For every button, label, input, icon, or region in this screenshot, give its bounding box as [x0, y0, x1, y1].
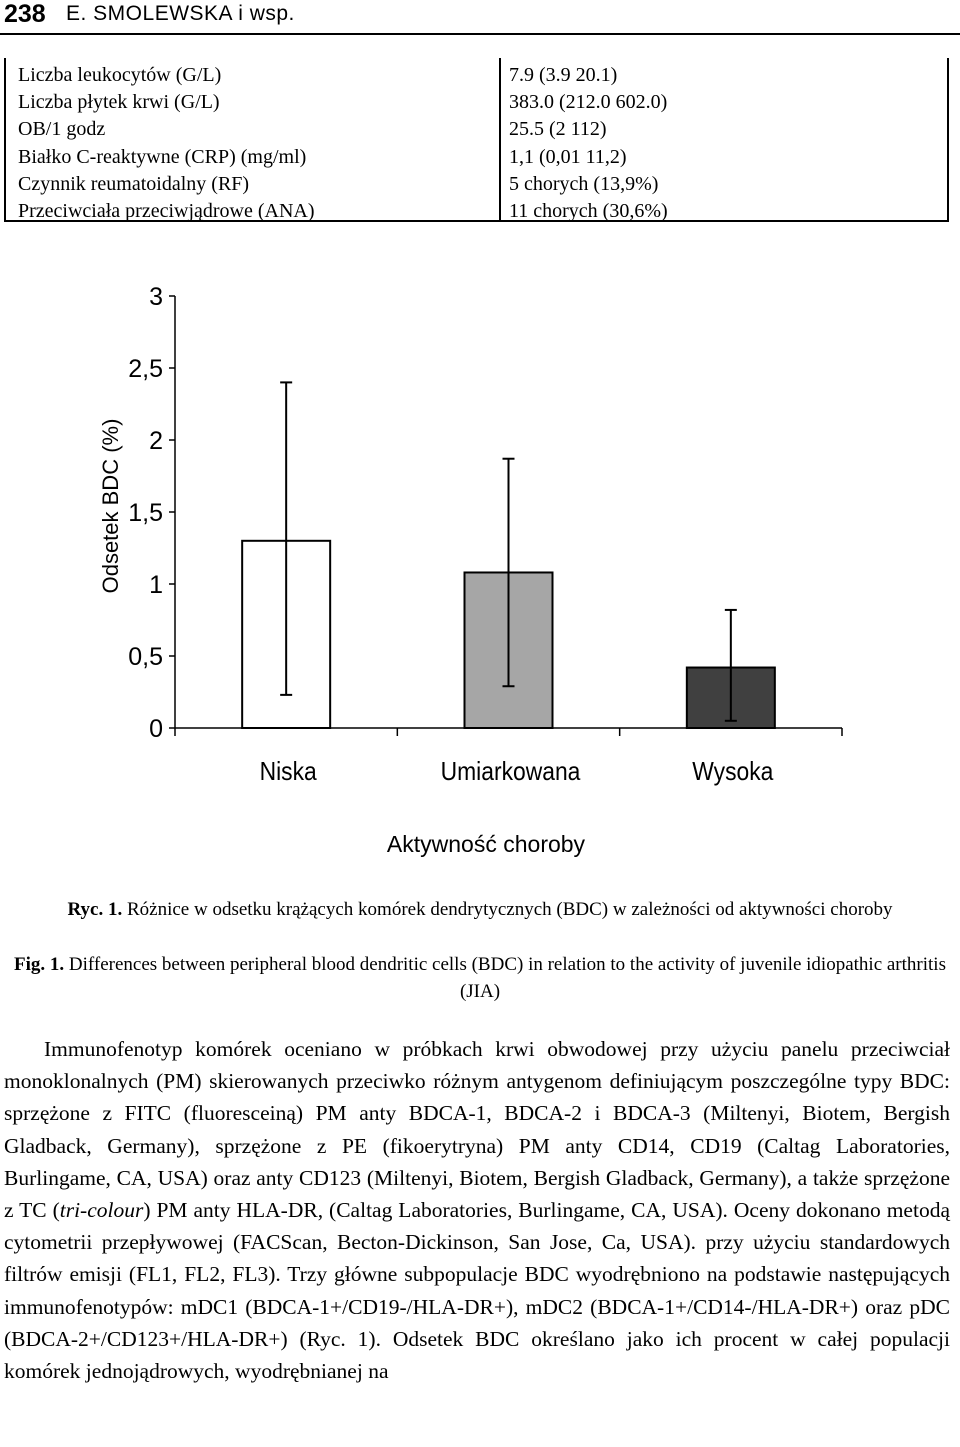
table-value: 5 chorych (13,9%)	[509, 172, 659, 195]
table-value-column	[509, 62, 668, 225]
body-text	[4, 1033, 950, 1387]
table-value: 383.0 (212.0 602.0)	[509, 91, 668, 114]
table-label: OB/1 godz	[18, 118, 106, 141]
y-tick-label: 1,5	[128, 499, 163, 527]
table-value: 11 chorych (30,6%)	[509, 200, 668, 223]
y-tick-label: 0,5	[128, 643, 163, 671]
paragraph	[4, 1033, 950, 1387]
paragraph-text: Immunofenotyp komórek oceniano w próbkach krwi obwodowej przy użyciu panelu przeciwciał monoklonalnych (PM) skierowanych przeciwko różnym antygenom definiującym poszczególne typy BDC: sprzężone z FITC (fluoresceiną) PM anty BDCA-1, BDCA-2 i BDCA-3 (Miltenyi, Biotem, Bergish Gladback, Germany), sprzężone z PE (fikoerytryna) PM anty CD14, CD19 (Caltag Laboratories, Burlingame, CA, USA) oraz anty CD123 (Miltenyi, Biotem, Bergish Gladback, Germany), a także sprzężone z TC (	[4, 1037, 950, 1223]
y-tick-label: 2,5	[128, 355, 163, 383]
table-divider	[499, 58, 501, 220]
y-tick-label: 3	[149, 283, 163, 311]
y-tick-label: 2	[149, 427, 163, 455]
paragraph-text: ) PM anty HLA-DR, (Caltag Laboratories, Burlingame, CA, USA). Oceny dokonano metodą cytometrii przepływowej (FACScan, Becton-Dickinson, San Jose, Ca, USA). przy użyciu standardowych filtrów emisji (FL1, FL2, FL3). Trzy główne subpopulacje BDC wyodrębniono na podstawie następujących immunofenotypów: mDC1 (BDCA-1+/CD19-/HLA-DR+), mDC2 (BDCA-1+/CD14-/HLA-DR+) oraz pDC (BDCA-2+/CD123+/HLA-DR+) (Ryc. 1). Odsetek BDC określano jako ich procent w całej populacji komórek jednojądrowych, wyodrębnianej na	[4, 1198, 950, 1384]
italic-term: tri-colour	[59, 1198, 144, 1223]
caption-english	[0, 951, 960, 1005]
table-label-column	[18, 62, 315, 225]
x-category-label: Umiarkowana	[440, 757, 581, 787]
lab-table	[4, 58, 949, 222]
caption-en-label: Fig. 1.	[14, 954, 65, 975]
bdc-bar-chart	[0, 270, 960, 870]
x-category-label: Niska	[259, 757, 317, 787]
table-label: Przeciwciała przeciwjądrowe (ANA)	[18, 200, 315, 223]
y-tick-label: 0	[149, 715, 163, 743]
caption-pl-text: Różnice w odsetku krążących komórek dendrytycznych (BDC) w zależności od aktywności choroby	[126, 899, 893, 920]
table-label: Białko C-reaktywne (CRP) (mg/ml)	[18, 145, 307, 168]
y-tick-label: 1	[149, 571, 163, 599]
caption-polish	[0, 896, 960, 923]
table-value: 1,1 (0,01 11,2)	[509, 145, 627, 168]
y-axis-title: Odsetek BDC (%)	[98, 418, 123, 594]
table-value: 25.5 (2 112)	[509, 118, 607, 141]
header-rule	[0, 33, 960, 35]
caption-pl-label: Ryc. 1.	[67, 899, 123, 920]
x-category-label: Wysoka	[692, 757, 774, 787]
table-label: Liczba leukocytów (G/L)	[18, 64, 222, 86]
page-header	[0, 0, 960, 34]
table-label: Liczba płytek krwi (G/L)	[18, 91, 220, 114]
page-number: 238	[4, 0, 46, 28]
running-head: E. SMOLEWSKA i wsp.	[66, 2, 295, 25]
x-axis-title: Aktywność choroby	[386, 831, 586, 857]
table-value: 7.9 (3.9 20.1)	[509, 64, 618, 86]
table-label: Czynnik reumatoidalny (RF)	[18, 172, 250, 195]
caption-en-text: Differences between peripheral blood dendritic cells (BDC) in relation to the activity of juvenile idiopathic arthritis (JIA)	[68, 954, 946, 1002]
